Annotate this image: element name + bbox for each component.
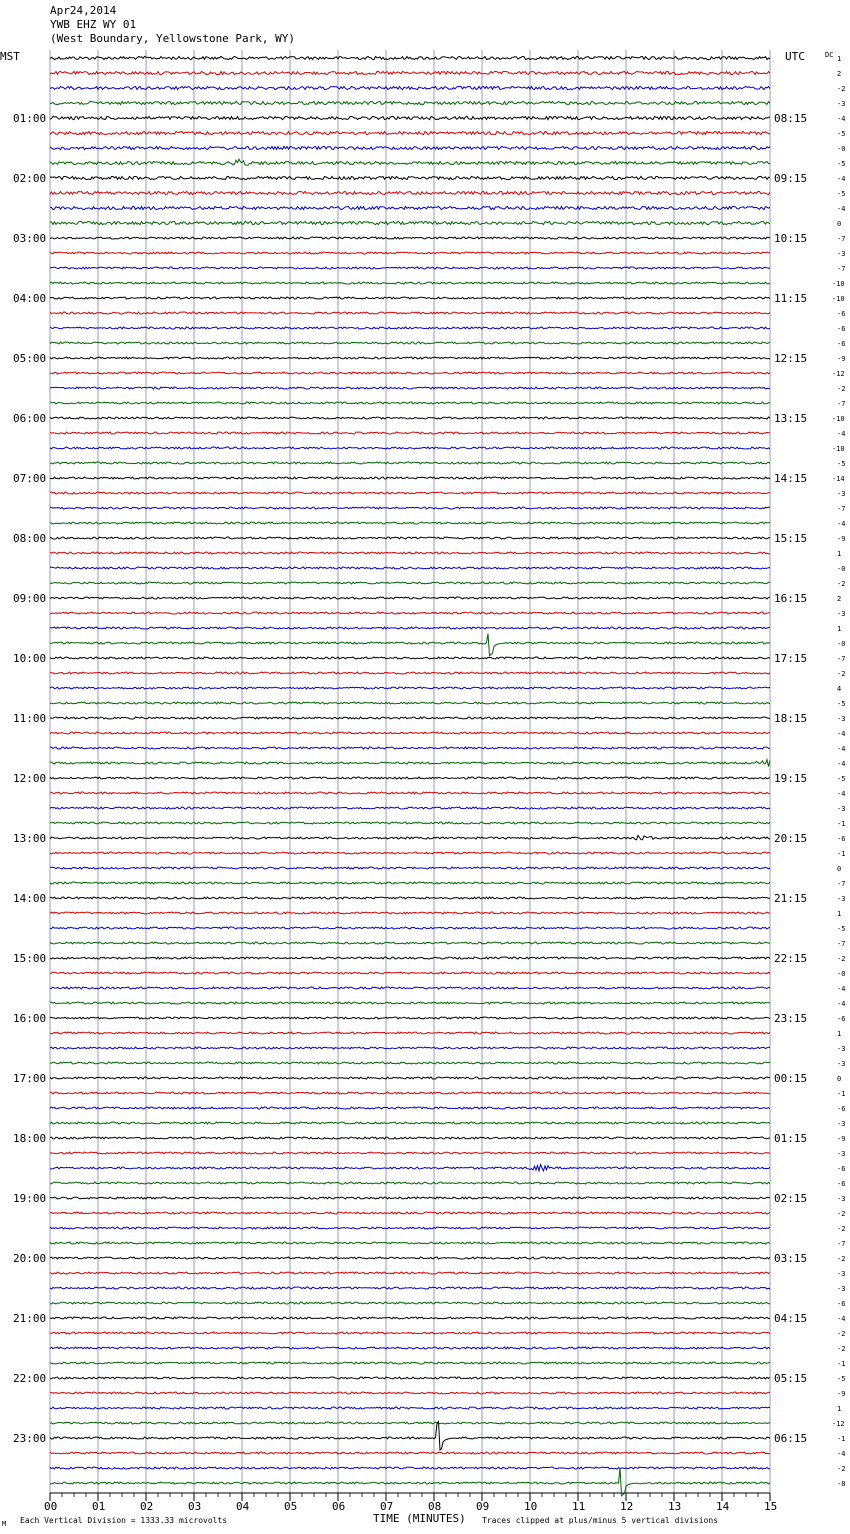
- dc-offset-label: -4: [837, 985, 846, 993]
- x-tick-label: 15: [764, 1500, 778, 1513]
- dc-offset-label: 0: [837, 865, 842, 873]
- x-tick-label: 09: [476, 1500, 490, 1513]
- dc-offset-label: -6: [837, 1105, 846, 1113]
- utc-hour-label: 08:15: [774, 112, 808, 125]
- trace-row-76: [50, 1197, 770, 1199]
- trace-row-21: [50, 372, 770, 374]
- dc-offset-label: -10: [832, 445, 845, 453]
- utc-hour-label: 00:15: [774, 1072, 808, 1085]
- trace-row-79: [50, 1242, 770, 1244]
- trace-row-30: [50, 507, 770, 509]
- mst-hour-label: 07:00: [13, 472, 47, 485]
- trace-row-70: [50, 1107, 770, 1109]
- trace-row-43: [50, 702, 770, 704]
- dc-offset-label: -0: [837, 970, 846, 978]
- dc-offset-label: -3: [837, 895, 846, 903]
- utc-hour-label: 20:15: [774, 832, 808, 845]
- trace-row-4: [50, 116, 770, 119]
- trace-row-83: [50, 1302, 770, 1304]
- mst-hour-label: 22:00: [13, 1372, 47, 1385]
- dc-offset-label: -7: [837, 1240, 846, 1248]
- dc-offset-label: -1: [837, 820, 846, 828]
- mst-hour-label: 17:00: [13, 1072, 47, 1085]
- dc-offset-label: -3: [837, 100, 846, 108]
- trace-row-18: [50, 327, 770, 329]
- x-tick-label: 08: [428, 1500, 442, 1513]
- trace-row-89: [50, 1392, 770, 1394]
- dc-offset-label: -0: [837, 565, 846, 573]
- dc-offset-label: -7: [837, 505, 846, 513]
- mst-hour-label: 11:00: [13, 712, 47, 725]
- utc-hour-label: 09:15: [774, 172, 808, 185]
- trace-row-90: [50, 1407, 770, 1409]
- trace-row-41: [50, 672, 770, 674]
- dc-offset-label: -3: [837, 490, 846, 498]
- dc-offset-label: -8: [837, 1480, 846, 1488]
- trace-row-39: [50, 634, 770, 656]
- dc-offset-label: -7: [837, 235, 846, 243]
- trace-row-71: [50, 1122, 770, 1124]
- trace-row-78: [50, 1227, 770, 1229]
- mst-hour-label: 01:00: [13, 112, 47, 125]
- trace-row-49: [50, 792, 770, 794]
- dc-offset-label: -6: [837, 325, 846, 333]
- trace-row-62: [50, 987, 770, 989]
- dc-offset-label: -7: [837, 655, 846, 663]
- trace-row-8: [50, 176, 770, 179]
- trace-row-33: [50, 552, 770, 554]
- mst-hour-label: 02:00: [13, 172, 47, 185]
- dc-offset-label: -2: [837, 1345, 846, 1353]
- dc-offset-label: -6: [837, 340, 846, 348]
- mst-hour-label: 03:00: [13, 232, 47, 245]
- trace-row-63: [50, 1002, 770, 1004]
- dc-offset-label: -3: [837, 1195, 846, 1203]
- utc-hour-label: 05:15: [774, 1372, 808, 1385]
- trace-row-61: [50, 972, 770, 974]
- x-tick-label: 14: [716, 1500, 730, 1513]
- x-tick-label: 01: [92, 1500, 106, 1513]
- dc-offset-label: -14: [832, 475, 845, 483]
- trace-row-27: [50, 462, 770, 464]
- dc-offset-label: -4: [837, 790, 846, 798]
- trace-group: [50, 56, 770, 1495]
- dc-offset-label: -5: [837, 160, 846, 168]
- header-location: (West Boundary, Yellowstone Park, WY): [50, 32, 296, 45]
- dc-offset-label: -3: [837, 1060, 846, 1068]
- utc-hour-label: 01:15: [774, 1132, 808, 1145]
- dc-offset-label: -5: [837, 700, 846, 708]
- dc-offset-label: -7: [837, 880, 846, 888]
- trace-row-94: [50, 1467, 770, 1469]
- trace-row-44: [50, 717, 770, 719]
- dc-offset-label: -6: [837, 835, 846, 843]
- x-tick-label: 11: [572, 1500, 586, 1513]
- trace-row-80: [50, 1257, 770, 1259]
- mst-hour-label: 10:00: [13, 652, 47, 665]
- dc-offset-label: -10: [832, 415, 845, 423]
- label-group: [13, 55, 845, 1513]
- dc-offset-label: 2: [837, 595, 842, 603]
- dc-offset-label: 1: [837, 1030, 842, 1038]
- dc-offset-label: -3: [837, 1045, 846, 1053]
- dc-offset-label: -5: [837, 1375, 846, 1383]
- trace-row-51: [50, 822, 770, 824]
- dc-offset-label: 1: [837, 625, 842, 633]
- dc-offset-label: -7: [837, 940, 846, 948]
- dc-offset-label: -5: [837, 925, 846, 933]
- trace-row-81: [50, 1272, 770, 1274]
- trace-row-25: [50, 432, 770, 434]
- trace-row-95: [50, 1468, 770, 1496]
- utc-hour-label: 15:15: [774, 532, 808, 545]
- mst-hour-label: 21:00: [13, 1312, 47, 1325]
- dc-offset-label: -1: [837, 1360, 846, 1368]
- trace-row-12: [50, 237, 770, 239]
- utc-hour-label: 03:15: [774, 1252, 808, 1265]
- utc-hour-label: 02:15: [774, 1192, 808, 1205]
- trace-row-88: [50, 1377, 770, 1379]
- dc-offset-label: -2: [837, 670, 846, 678]
- dc-offset-label: -10: [832, 280, 845, 288]
- footer-mark: M: [2, 1520, 7, 1528]
- dc-offset-label: -4: [837, 1315, 846, 1323]
- mst-hour-label: 20:00: [13, 1252, 47, 1265]
- trace-row-92: [50, 1421, 770, 1450]
- dc-offset-label: -3: [837, 1285, 846, 1293]
- dc-offset-label: 4: [837, 685, 842, 693]
- utc-hour-label: 12:15: [774, 352, 808, 365]
- dc-offset-label: -4: [837, 730, 846, 738]
- dc-offset-label: -9: [837, 355, 846, 363]
- dc-offset-label: -7: [837, 265, 846, 273]
- dc-offset-label: 0: [837, 220, 842, 228]
- dc-offset-label: -6: [837, 1300, 846, 1308]
- trace-row-64: [50, 1017, 770, 1019]
- trace-row-59: [50, 942, 770, 944]
- trace-row-2: [50, 86, 770, 89]
- x-axis-title: TIME (MINUTES): [373, 1512, 466, 1525]
- dc-offset-label: -2: [837, 85, 846, 93]
- dc-offset-label: -4: [837, 115, 846, 123]
- dc-offset-label: -1: [837, 850, 846, 858]
- utc-axis-label: UTC: [785, 50, 805, 63]
- dc-offset-label: -6: [837, 1015, 846, 1023]
- dc-offset-label: -5: [837, 130, 846, 138]
- clip-note: Traces clipped at plus/minus 5 vertical divisions: [482, 1516, 719, 1525]
- trace-row-58: [50, 927, 770, 929]
- utc-hour-label: 11:15: [774, 292, 808, 305]
- trace-row-19: [50, 342, 770, 344]
- trace-row-91: [50, 1422, 770, 1424]
- trace-row-16: [50, 297, 770, 299]
- x-tick-label: 04: [236, 1500, 250, 1513]
- dc-offset-label: -6: [837, 1165, 846, 1173]
- dc-offset-label: -1: [837, 1090, 846, 1098]
- trace-row-10: [50, 206, 770, 209]
- dc-offset-label: -3: [837, 250, 846, 258]
- x-tick-label: 00: [44, 1500, 58, 1513]
- dc-offset-label: -0: [837, 640, 846, 648]
- dc-offset-label: -7: [837, 400, 846, 408]
- dc-offset-label: -2: [837, 955, 846, 963]
- utc-hour-label: 21:15: [774, 892, 808, 905]
- trace-row-87: [50, 1362, 770, 1364]
- dc-offset-label: -2: [837, 1465, 846, 1473]
- trace-row-38: [50, 627, 770, 629]
- dc-offset-label: -4: [837, 175, 846, 183]
- trace-row-40: [50, 657, 770, 659]
- trace-row-84: [50, 1317, 770, 1319]
- dc-offset-label: -5: [837, 190, 846, 198]
- dc-offset-label: -2: [837, 1225, 846, 1233]
- trace-row-1: [50, 71, 770, 74]
- trace-row-56: [50, 897, 770, 899]
- header-date: Apr24,2014: [50, 4, 117, 17]
- trace-row-31: [50, 522, 770, 524]
- dc-offset-label: -1: [837, 1435, 846, 1443]
- trace-row-22: [50, 387, 770, 389]
- dc-offset-label: -12: [832, 1420, 845, 1428]
- dc-offset-label: -3: [837, 1120, 846, 1128]
- mst-hour-label: 06:00: [13, 412, 47, 425]
- mst-axis-label: MST: [0, 50, 20, 63]
- utc-hour-label: 06:15: [774, 1432, 808, 1445]
- mst-hour-label: 16:00: [13, 1012, 47, 1025]
- dc-offset-label: 2: [837, 70, 842, 78]
- dc-offset-label: -2: [837, 385, 846, 393]
- dc-offset-label: 0: [837, 1075, 842, 1083]
- x-tick-label: 13: [668, 1500, 682, 1513]
- utc-hour-label: 04:15: [774, 1312, 808, 1325]
- trace-row-7: [50, 159, 770, 165]
- trace-row-45: [50, 732, 770, 734]
- trace-row-50: [50, 807, 770, 809]
- trace-row-14: [50, 267, 770, 269]
- dc-offset-label: -9: [837, 1135, 846, 1143]
- utc-hour-label: 14:15: [774, 472, 808, 485]
- mst-hour-label: 19:00: [13, 1192, 47, 1205]
- trace-row-69: [50, 1092, 770, 1094]
- trace-row-93: [50, 1452, 770, 1454]
- trace-row-67: [50, 1062, 770, 1064]
- dc-offset-label: -4: [837, 520, 846, 528]
- trace-row-32: [50, 537, 770, 539]
- trace-row-3: [50, 101, 770, 104]
- trace-row-13: [50, 252, 770, 254]
- trace-row-28: [50, 477, 770, 479]
- dc-offset-label: -9: [837, 1390, 846, 1398]
- mst-hour-label: 04:00: [13, 292, 47, 305]
- trace-row-85: [50, 1332, 770, 1334]
- trace-row-65: [50, 1032, 770, 1034]
- dc-offset-label: -2: [837, 1330, 846, 1338]
- x-tick-label: 07: [380, 1500, 394, 1513]
- dc-offset-label: -3: [837, 715, 846, 723]
- trace-row-53: [50, 852, 770, 854]
- dc-offset-label: -4: [837, 1000, 846, 1008]
- trace-row-5: [50, 131, 770, 134]
- x-tick-label: 06: [332, 1500, 346, 1513]
- utc-hour-label: 19:15: [774, 772, 808, 785]
- dc-offset-label: -3: [837, 805, 846, 813]
- utc-hour-label: 13:15: [774, 412, 808, 425]
- utc-hour-label: 23:15: [774, 1012, 808, 1025]
- utc-hour-label: 17:15: [774, 652, 808, 665]
- dc-offset-label: 1: [837, 550, 842, 558]
- utc-hour-label: 18:15: [774, 712, 808, 725]
- dc-offset-label: -12: [832, 370, 845, 378]
- trace-row-37: [50, 612, 770, 614]
- dc-offset-label: -5: [837, 460, 846, 468]
- dc-offset-label: -3: [837, 1270, 846, 1278]
- dc-offset-label: -10: [832, 295, 845, 303]
- mst-hour-label: 18:00: [13, 1132, 47, 1145]
- trace-row-86: [50, 1347, 770, 1349]
- trace-row-73: [50, 1152, 770, 1154]
- trace-row-36: [50, 597, 770, 599]
- mst-hour-label: 12:00: [13, 772, 47, 785]
- trace-row-26: [50, 447, 770, 449]
- trace-row-34: [50, 567, 770, 569]
- trace-row-6: [50, 146, 770, 149]
- dc-offset-label: -4: [837, 760, 846, 768]
- mst-hour-label: 05:00: [13, 352, 47, 365]
- mst-hour-label: 23:00: [13, 1432, 47, 1445]
- trace-row-54: [50, 867, 770, 869]
- dc-offset-label: -2: [837, 1210, 846, 1218]
- trace-row-46: [50, 747, 770, 749]
- trace-row-77: [50, 1212, 770, 1214]
- scale-note: Each Vertical Division = 1333.33 microvolts: [20, 1516, 228, 1525]
- x-tick-label: 12: [620, 1500, 634, 1513]
- x-tick-label: 05: [284, 1500, 298, 1513]
- utc-hour-label: 16:15: [774, 592, 808, 605]
- x-tick-label: 03: [188, 1500, 202, 1513]
- dc-offset-label: -2: [837, 1255, 846, 1263]
- trace-row-23: [50, 402, 770, 404]
- trace-row-11: [50, 221, 770, 224]
- trace-row-57: [50, 912, 770, 914]
- trace-row-82: [50, 1287, 770, 1289]
- trace-row-42: [50, 687, 770, 689]
- dc-offset-label: -4: [837, 1450, 846, 1458]
- trace-row-74: [50, 1165, 770, 1171]
- trace-row-20: [50, 357, 770, 359]
- mst-hour-label: 15:00: [13, 952, 47, 965]
- dc-offset-label: -9: [837, 535, 846, 543]
- mst-hour-label: 13:00: [13, 832, 47, 845]
- dc-offset-label: 1: [837, 55, 842, 63]
- dc-axis-label: DC: [825, 51, 834, 59]
- trace-row-0: [50, 56, 770, 59]
- dc-offset-label: 1: [837, 910, 842, 918]
- dc-offset-label: -4: [837, 205, 846, 213]
- trace-row-24: [50, 417, 770, 419]
- dc-offset-label: -4: [837, 745, 846, 753]
- trace-row-66: [50, 1047, 770, 1049]
- trace-row-72: [50, 1137, 770, 1139]
- trace-row-17: [50, 312, 770, 314]
- trace-row-55: [50, 882, 770, 884]
- mst-hour-label: 14:00: [13, 892, 47, 905]
- dc-offset-label: -5: [837, 775, 846, 783]
- x-tick-label: 10: [524, 1500, 538, 1513]
- trace-row-68: [50, 1077, 770, 1079]
- trace-row-47: [50, 760, 770, 767]
- trace-row-52: [50, 836, 770, 840]
- trace-row-9: [50, 191, 770, 194]
- header-station: YWB EHZ WY 01: [50, 18, 137, 31]
- mst-hour-label: 09:00: [13, 592, 47, 605]
- trace-row-15: [50, 282, 770, 284]
- dc-offset-label: -6: [837, 310, 846, 318]
- mst-hour-label: 08:00: [13, 532, 47, 545]
- dc-offset-label: -0: [837, 145, 846, 153]
- dc-offset-label: 1: [837, 1405, 842, 1413]
- dc-offset-label: -4: [837, 430, 846, 438]
- dc-offset-label: -6: [837, 1180, 846, 1188]
- dc-offset-label: -2: [837, 580, 846, 588]
- trace-row-48: [50, 777, 770, 779]
- dc-offset-label: -3: [837, 610, 846, 618]
- trace-row-75: [50, 1182, 770, 1184]
- trace-row-35: [50, 582, 770, 584]
- utc-hour-label: 10:15: [774, 232, 808, 245]
- dc-offset-label: -3: [837, 1150, 846, 1158]
- x-tick-label: 02: [140, 1500, 154, 1513]
- trace-row-60: [50, 957, 770, 959]
- utc-hour-label: 22:15: [774, 952, 808, 965]
- trace-row-29: [50, 492, 770, 494]
